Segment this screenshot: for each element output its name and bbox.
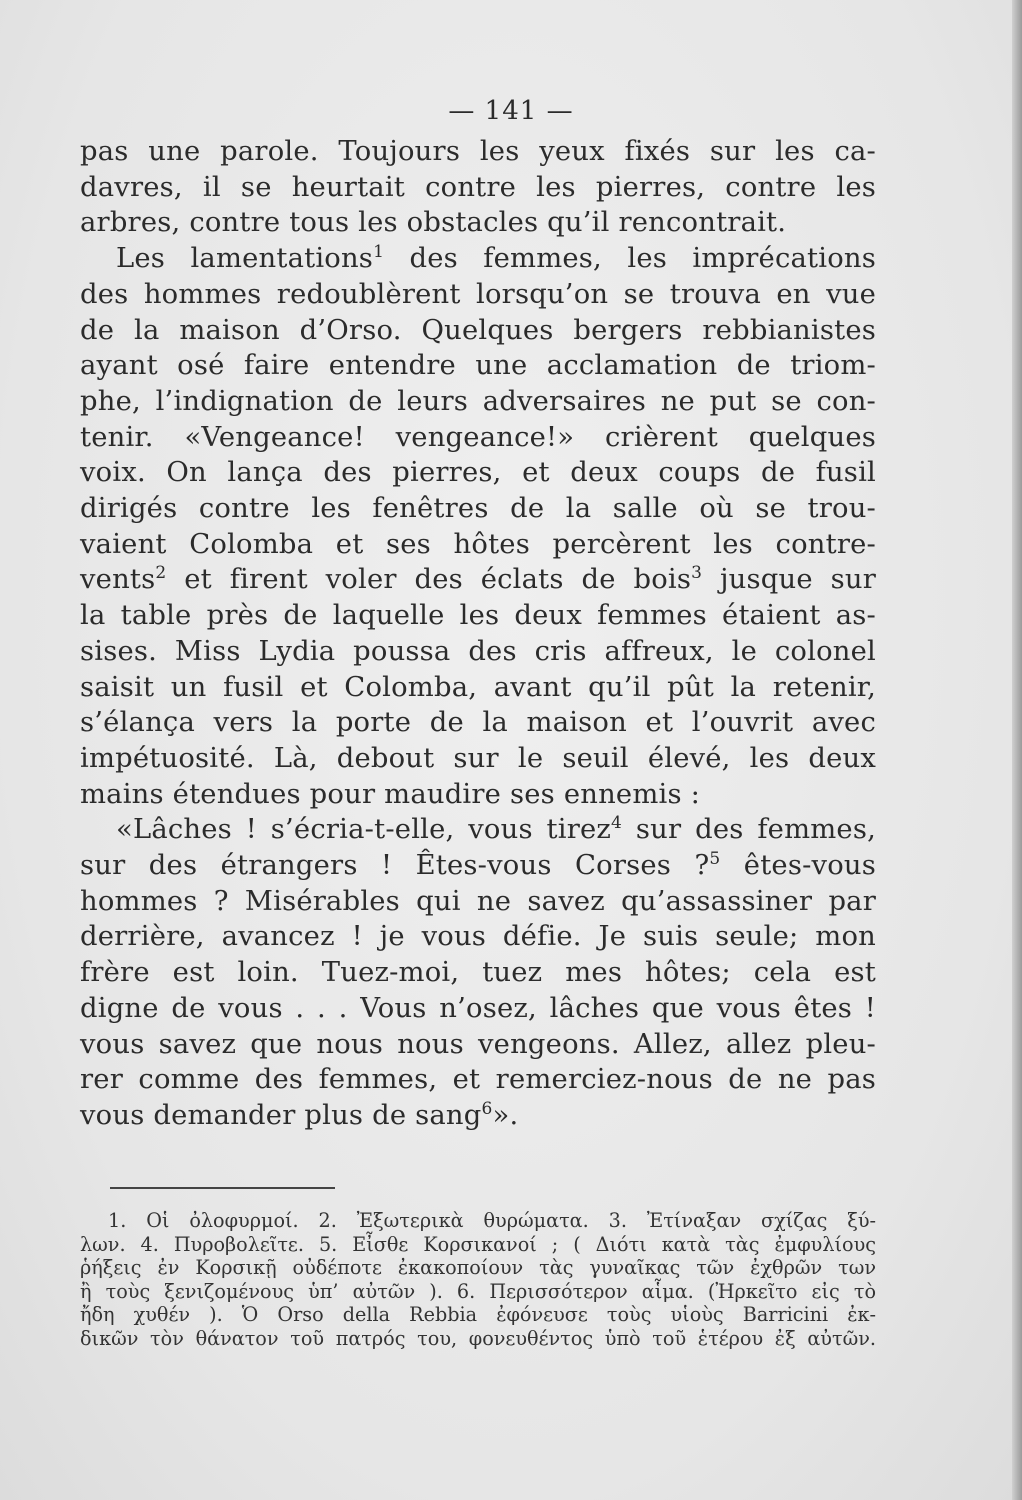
footnote-ref: 6 <box>481 1098 493 1119</box>
text-line: «Lâches ! s’écria-t-elle, vous tirez$^4$ sur des femmes, <box>116 813 876 846</box>
text-line: sur des étrangers ! Êtes-vous Corses ?$^5$ êtes-vous <box>80 849 876 882</box>
text-line: mains étendues pour maudire ses ennemis : <box>80 778 701 810</box>
text-line: s’élança vers la porte de la maison et l’ouvrit avec <box>80 707 876 739</box>
text-line: frère est loin. Tuez-moi, tuez mes hôtes; cela est <box>80 957 876 989</box>
footnote-ref: 4 <box>611 813 623 834</box>
text-line: impétuosité. Là, debout sur le seuil élevé, les deux <box>80 742 876 774</box>
text-line: hommes ? Misérables qui ne savez qu’assassiner par <box>80 885 876 917</box>
text-line: la table près de laquelle les deux femmes étaient as- <box>80 600 876 632</box>
text-line: davres, il se heurtait contre les pierres, contre les <box>80 171 876 203</box>
text-line: rer comme des femmes, et remerciez-nous de ne pas <box>80 1064 876 1096</box>
footnotes <box>80 1209 876 1351</box>
text-line: des hommes redoublèrent lorsqu’on se trouva en vue <box>80 278 876 310</box>
text-line: pas une parole. Toujours les yeux fixés sur les ca- <box>80 136 876 167</box>
text-line: digne de vous . . . Vous n’osez, lâches que vous êtes ! <box>80 992 876 1024</box>
text-line: phe, l’indignation de leurs adversaires ne put se con- <box>80 385 876 417</box>
text-line: vaient Colomba et ses hôtes percèrent les contre- <box>80 528 876 560</box>
text-line: arbres, contre tous les obstacles qu’il rencontrait. <box>80 207 787 239</box>
page-number: — 141 — <box>448 96 574 126</box>
text-line: Les lamentations$^1$ des femmes, les imprécations <box>116 242 876 275</box>
footnote-line: 1. Οἱ ὀλοφυρμοί. 2. Ἐξωτερικὰ θυρώματα. 3. Ἐτίναξαν σχίζας ξύ- <box>108 1209 876 1232</box>
text-line: voix. On lança des pierres, et deux coups de fusil <box>80 457 876 489</box>
footnote-ref: 2 <box>155 563 167 584</box>
text-line: vous demander plus de sang$^6$». <box>80 1098 519 1131</box>
text-line: vous savez que nous nous vengeons. Allez, allez pleu- <box>80 1028 876 1060</box>
footnote-line: ἤδη χυθέν ). Ὁ Orso della Rebbia ἐφόνευσε τοὺς υἱοὺς Barricini ἐκ- <box>80 1303 876 1327</box>
text-line: saisit un fusil et Colomba, avant qu’il pût la retenir, <box>80 671 876 703</box>
text-line: derrière, avancez ! je vous défie. Je suis seule; mon <box>80 921 876 953</box>
main-text <box>80 134 876 1134</box>
footnote-line: ἢ τοὺς ξενιζομένους ὑπ’ αὐτῶν ). 6. Περισσότερον αἷμα. (Ἠρκεῖτο εἰς τὸ <box>80 1279 876 1303</box>
footnote-ref: 1 <box>373 242 385 263</box>
footnote-line: δικῶν τὸν θάνατον τοῦ πατρός του, φονευθέντος ὑπὸ τοῦ ἑτέρου ἐξ αὐτῶν. <box>80 1326 876 1350</box>
footnote-ref: 5 <box>709 849 721 870</box>
text-line: tenir. «Vengeance! vengeance!» crièrent quelques <box>80 421 876 453</box>
text-line: vents$^2$ et firent voler des éclats de bois$^3$ jusque sur <box>80 563 876 596</box>
footnote-line: λων. 4. Πυροβολεῖτε. 5. Εἶσθε Κορσικανοί ; ( Διότι κατὰ τὰς ἐμφυλίους <box>80 1232 876 1256</box>
text-line: de la maison d’Orso. Quelques bergers rebbianistes <box>80 314 876 346</box>
text-line: sises. Miss Lydia poussa des cris affreux, le colonel <box>80 635 876 667</box>
page-edge-shadow <box>1012 0 1022 1500</box>
text-line: ayant osé faire entendre une acclamation de triom- <box>80 350 876 382</box>
text-line: dirigés contre les fenêtres de la salle où se trou- <box>80 493 876 525</box>
footnote-ref: 3 <box>691 563 703 584</box>
footnote-divider <box>110 1187 335 1189</box>
footnote-line: ῥήξεις ἐν Κορσικῇ οὐδέποτε ἐκακοποίουν τὰς γυναῖκας τῶν ἐχθρῶν των <box>80 1256 876 1280</box>
